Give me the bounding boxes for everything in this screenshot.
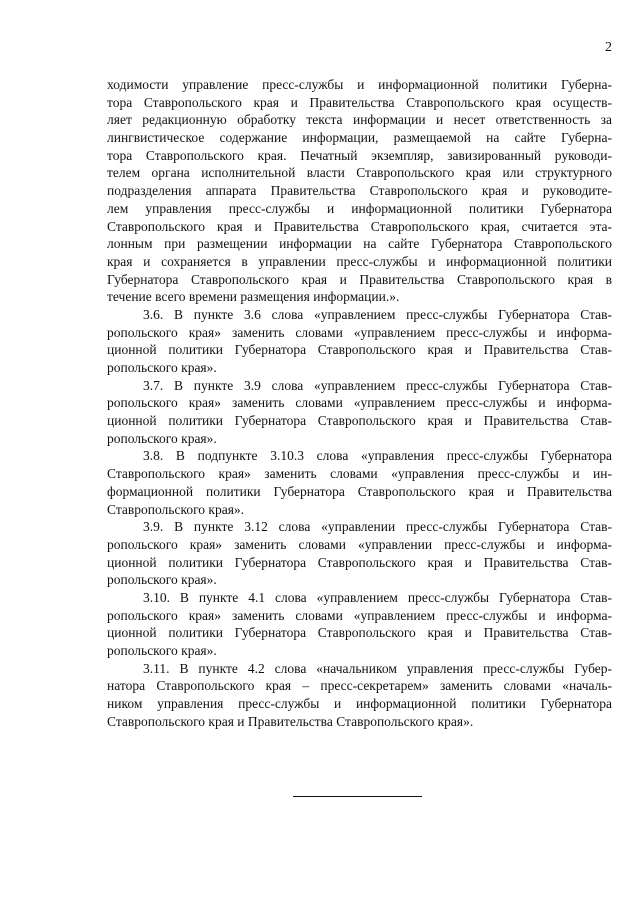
document-body <box>107 76 612 730</box>
text-line: течение всего времени размещения информации.». <box>107 289 400 305</box>
text-line: ционной политики Губернатора Ставропольского края и Правительства Став- <box>107 342 612 358</box>
text-line: ционной политики Губернатора Ставропольского края и Правительства Став- <box>107 625 612 641</box>
text-line: Ставропольского края и Правительства Ставропольского края, считается эта- <box>107 218 612 234</box>
text-line: 3.6. В пункте 3.6 слова «управлением пресс-службы Губернатора Став- <box>143 306 612 322</box>
text-line: ропольского края» заменить словами «управлением пресс-службы и информа- <box>107 395 612 411</box>
text-line: ропольского края». <box>107 360 217 375</box>
text-line: Ставропольского края и Правительства Ставропольского края». <box>107 713 474 729</box>
text-line: лингвистическое содержание информации, размещаемой на сайте Губерна- <box>107 130 612 146</box>
text-line: Губернатора Ставропольского края и Правительства Ставропольского края в <box>107 271 612 287</box>
page-number: 2 <box>605 40 612 55</box>
text-line: ционной политики Губернатора Ставропольского края и Правительства Став- <box>107 554 612 570</box>
text-line: ропольского края». <box>107 643 217 658</box>
text-line: ропольского края». <box>107 572 217 588</box>
text-line: натора Ставропольского края – пресс-секретарем» заменить словами «началь- <box>107 678 612 694</box>
text-line: 3.9. В пункте 3.12 слова «управлении пресс-службы Губернатора Став- <box>143 519 612 535</box>
closing-rule <box>293 796 422 797</box>
text-line: подразделения аппарата Правительства Ставропольского края и руководите- <box>107 183 612 199</box>
text-line: ропольского края». <box>107 430 217 446</box>
text-line: Ставропольского края». <box>107 501 245 517</box>
text-line: формационной политики Губернатора Ставропольского края и Правительства <box>107 483 612 499</box>
text-line: тора Ставропольского края. Печатный экземпляр, завизированный руководи- <box>107 147 612 163</box>
text-line: 3.11. В пункте 4.2 слова «начальником управления пресс-службы Губер- <box>143 660 612 676</box>
text-line: ропольского края» заменить словами «управлением пресс-службы и информа- <box>107 324 612 340</box>
text-line: лонным при размещении информации на сайте Губернатора Ставропольского <box>107 236 612 252</box>
text-line: 3.8. В подпункте 3.10.3 слова «управления пресс-службы Губернатора <box>143 448 612 464</box>
text-line: края и сохраняется в управлении пресс-службы и информационной политики <box>107 253 612 269</box>
text-line: Ставропольского края» заменить словами «управления пресс-службы и ин- <box>107 466 612 482</box>
text-line: ляет редакционную обработку текста информации и несет ответственность за <box>107 112 612 128</box>
text-line: ционной политики Губернатора Ставропольского края и Правительства Став- <box>107 413 612 429</box>
text-line: тора Ставропольского края и Правительства Ставропольского края осуществ- <box>107 94 612 110</box>
text-line: 3.10. В пункте 4.1 слова «управлением пресс-службы Губернатора Став- <box>143 589 612 605</box>
text-line: ропольского края» заменить словами «управлении пресс-службы и информа- <box>107 536 612 552</box>
text-line: ходимости управление пресс-службы и информационной политики Губерна- <box>107 77 612 92</box>
text-line: ником управления пресс-службы и информационной политики Губернатора <box>107 696 612 712</box>
text-line: ропольского края» заменить словами «управлением пресс-службы и информа- <box>107 607 612 623</box>
text-line: 3.7. В пункте 3.9 слова «управлением пресс-службы Губернатора Став- <box>143 377 612 393</box>
text-line: лем управления пресс-службы и информационной политики Губернатора <box>107 200 612 216</box>
text-line: телем органа исполнительной власти Ставропольского края или структурного <box>107 165 612 181</box>
